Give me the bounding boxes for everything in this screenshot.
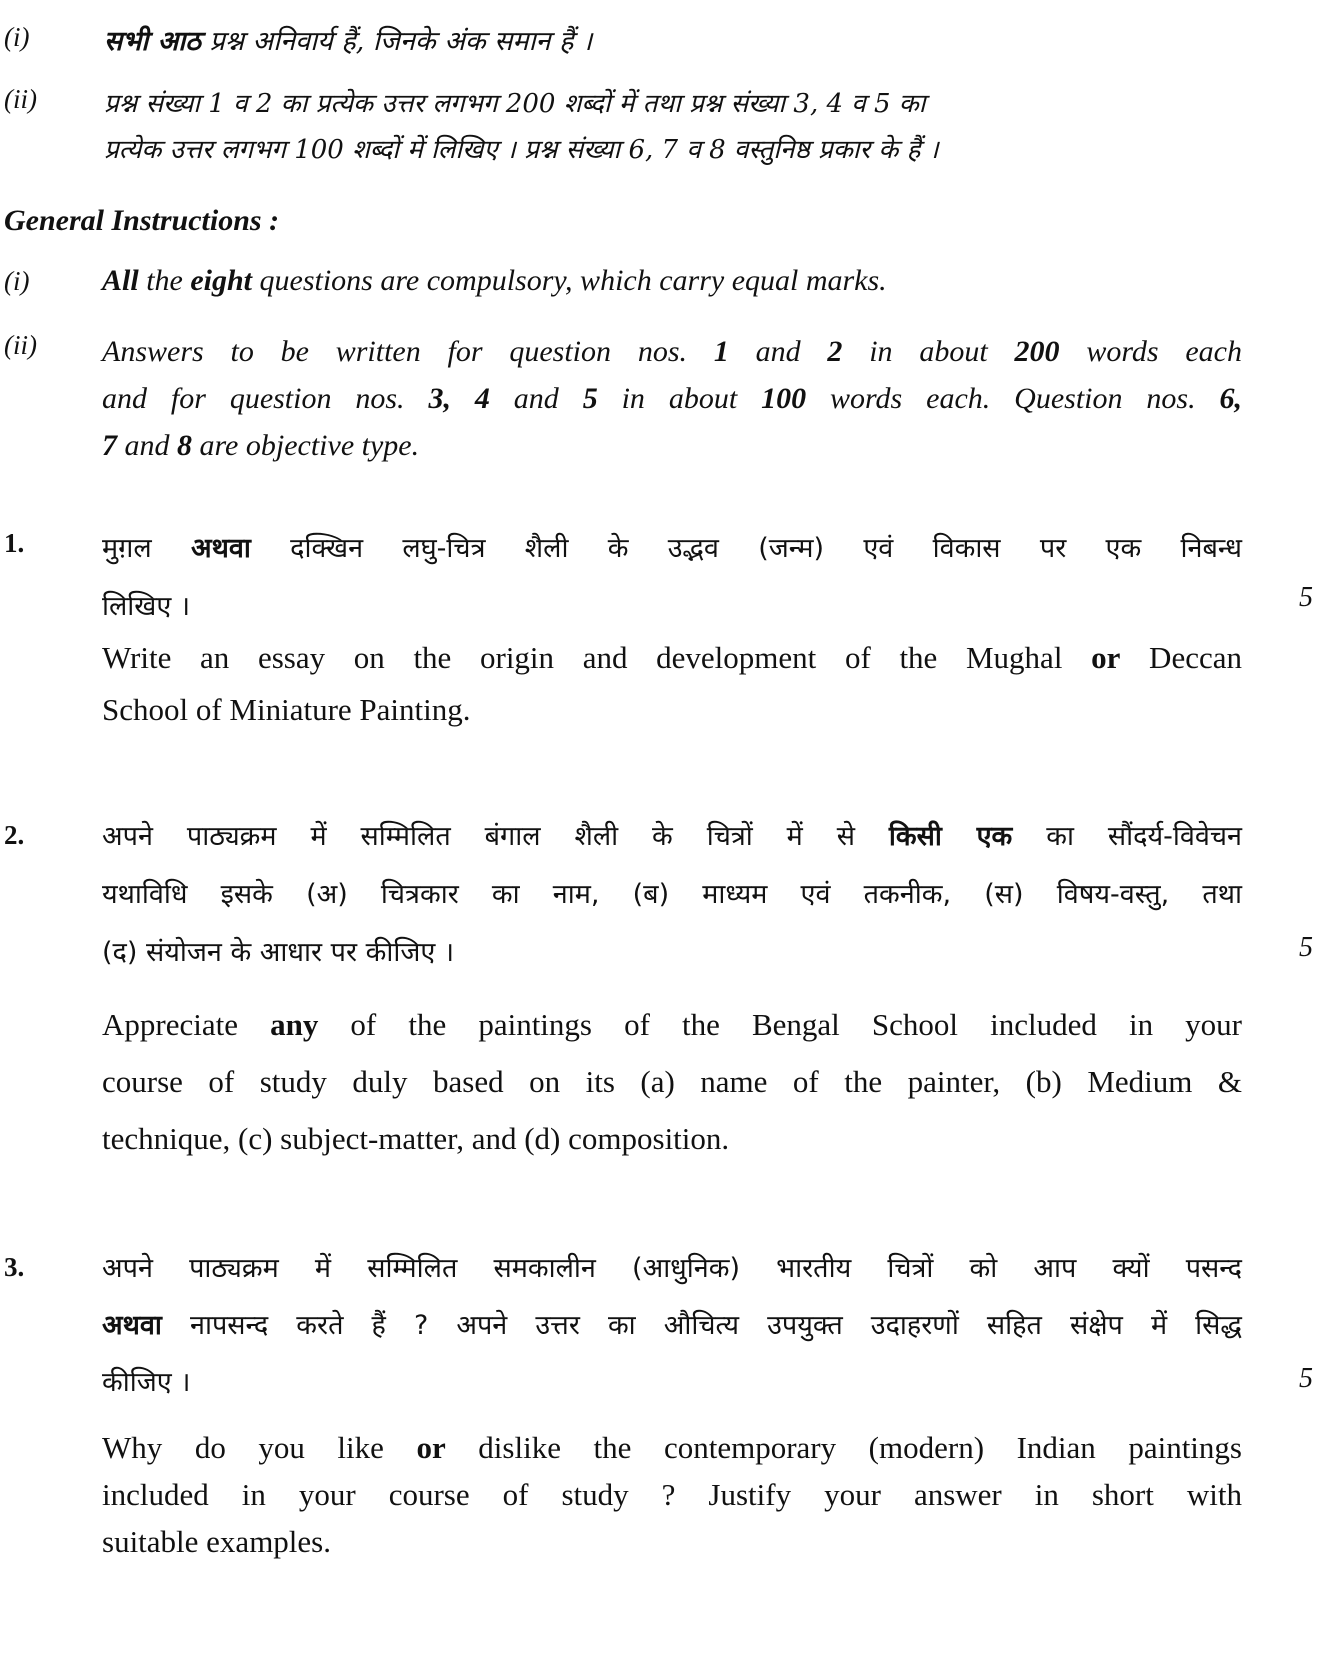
- text: अपने पाठ्यक्रम में सम्मिलित बंगाल शैली के चित्रों में से: [102, 821, 889, 852]
- text: and for question nos.: [102, 382, 429, 415]
- question-2-english-line1: [102, 996, 1242, 1053]
- text: the: [138, 264, 191, 297]
- question-1-hindi-line1: [102, 520, 1242, 578]
- bold: any: [270, 1007, 319, 1042]
- question-1-english-line2: School of Miniature Painting.: [102, 692, 471, 727]
- general-instruction-2: [102, 328, 1242, 469]
- bold: 8: [177, 429, 192, 462]
- text: दक्खिन लघु-चित्र शैली के उद्भव (जन्म) एवं विकास पर एक निबन्ध: [250, 533, 1242, 564]
- text: Deccan: [1120, 640, 1242, 675]
- hindi-instruction-1: [104, 17, 1242, 67]
- general-instruction-2-line1: [102, 328, 1242, 375]
- bold: 1: [713, 335, 729, 368]
- text: in about: [842, 335, 1015, 368]
- question-2-english-line2: course of study duly based on its (a) name of the painter, (b) Medium &: [102, 1064, 1242, 1099]
- hindi-instruction-number-2: (ii): [4, 84, 37, 114]
- question-3-marks: 5: [1299, 1363, 1313, 1394]
- general-instruction-number-2: (ii): [4, 330, 37, 360]
- general-instructions-heading: General Instructions :: [4, 204, 280, 237]
- bold: 3, 4: [428, 382, 490, 415]
- text: Write an essay on the origin and development of the Mughal: [102, 640, 1092, 675]
- text: are objective type.: [192, 429, 420, 462]
- question-3-hindi-line2: [102, 1297, 1242, 1354]
- hindi-instruction-number-1: (i): [4, 22, 30, 52]
- question-3-number: 3.: [4, 1252, 25, 1282]
- text: Answers to be written for question nos.: [102, 335, 714, 368]
- general-instruction-2-line2: [102, 375, 1242, 422]
- hindi-instruction-2-line1: प्रश्न संख्या 1 व 2 का प्रत्येक उत्तर लगभग 200 शब्दों में तथा प्रश्न संख्या 3, 4 व 5 का: [104, 89, 926, 119]
- bold: किसी एक: [888, 821, 1013, 852]
- text: words each. Question nos.: [806, 382, 1220, 415]
- text: and: [117, 429, 177, 462]
- hindi-instruction-1-text: प्रश्न अनिवार्य हैं, जिनके अंक समान हैं ।: [200, 26, 593, 57]
- bold: 100: [761, 382, 807, 415]
- hindi-instruction-2-line2: प्रत्येक उत्तर लगभग 100 शब्दों में लिखिए । प्रश्न संख्या 6, 7 व 8 वस्तुनिष्ठ प्रकार के हैं ।: [104, 135, 939, 165]
- text: Appreciate: [102, 1007, 271, 1042]
- bold-all: All: [102, 264, 139, 297]
- bold: 200: [1014, 335, 1060, 368]
- question-1-marks: 5: [1299, 582, 1313, 613]
- text: and: [728, 335, 828, 368]
- question-3-hindi-line1: अपने पाठ्यक्रम में सम्मिलित समकालीन (आधुनिक) भारतीय चित्रों को आप क्यों पसन्द: [102, 1253, 1242, 1284]
- text: and: [489, 382, 583, 415]
- question-2-marks: 5: [1299, 932, 1313, 963]
- question-1-number: 1.: [4, 528, 25, 558]
- question-2-hindi-line1: [102, 808, 1242, 866]
- question-1-english: [102, 632, 1242, 736]
- bold: 7: [102, 429, 117, 462]
- bold: 2: [827, 335, 843, 368]
- text: words each: [1059, 335, 1242, 368]
- text: नापसन्द करते हैं ? अपने उत्तर का औचित्य उपयुक्त उदाहरणों सहित संक्षेप में सिद्ध: [161, 1310, 1242, 1341]
- question-1-hindi-line2: लिखिए ।: [102, 591, 191, 622]
- bold: अथवा: [190, 533, 251, 564]
- bold: 5: [582, 382, 598, 415]
- question-2-number: 2.: [4, 820, 25, 850]
- general-instruction-2-line3: [102, 422, 1242, 469]
- question-3-hindi-line3: कीजिए ।: [102, 1367, 191, 1398]
- text: of the paintings of the Bengal School included in your: [318, 1007, 1242, 1042]
- question-1-hindi: [102, 520, 1242, 636]
- bold: or: [416, 1430, 446, 1465]
- text: Why do you like: [102, 1430, 417, 1465]
- general-instruction-number-1: (i): [4, 266, 30, 296]
- question-3-english-line2: included in your course of study ? Justify your answer in short with: [102, 1477, 1242, 1512]
- text: का सौंदर्य-विवेचन: [1012, 821, 1243, 852]
- question-3-english-line3: suitable examples.: [102, 1524, 331, 1559]
- hindi-instruction-2: [104, 79, 1242, 175]
- bold-eight: eight: [190, 264, 253, 297]
- hindi-instruction-1-bold: सभी आठ: [104, 26, 201, 57]
- question-2-hindi-line3: (द) संयोजन के आधार पर कीजिए ।: [102, 937, 455, 968]
- text: dislike the contemporary (modern) Indian paintings: [445, 1430, 1242, 1465]
- question-3-hindi: [102, 1240, 1242, 1411]
- text: मुग़ल: [102, 533, 191, 564]
- question-3-english: [102, 1424, 1242, 1565]
- bold: 6,: [1219, 382, 1242, 415]
- text: in about: [597, 382, 762, 415]
- question-2-english: [102, 996, 1242, 1167]
- bold: अथवा: [102, 1310, 162, 1341]
- question-1-english-line1: [102, 632, 1242, 684]
- text: questions are compulsory, which carry equal marks.: [252, 264, 887, 297]
- question-2-hindi: [102, 808, 1242, 982]
- question-2-english-line3: technique, (c) subject-matter, and (d) composition.: [102, 1121, 730, 1156]
- bold: or: [1091, 640, 1121, 675]
- general-instruction-1: [102, 264, 1242, 298]
- question-2-hindi-line2: यथाविधि इसके (अ) चित्रकार का नाम, (ब) माध्यम एवं तकनीक, (स) विषय-वस्तु, तथा: [102, 879, 1242, 910]
- question-3-english-line1: [102, 1424, 1242, 1471]
